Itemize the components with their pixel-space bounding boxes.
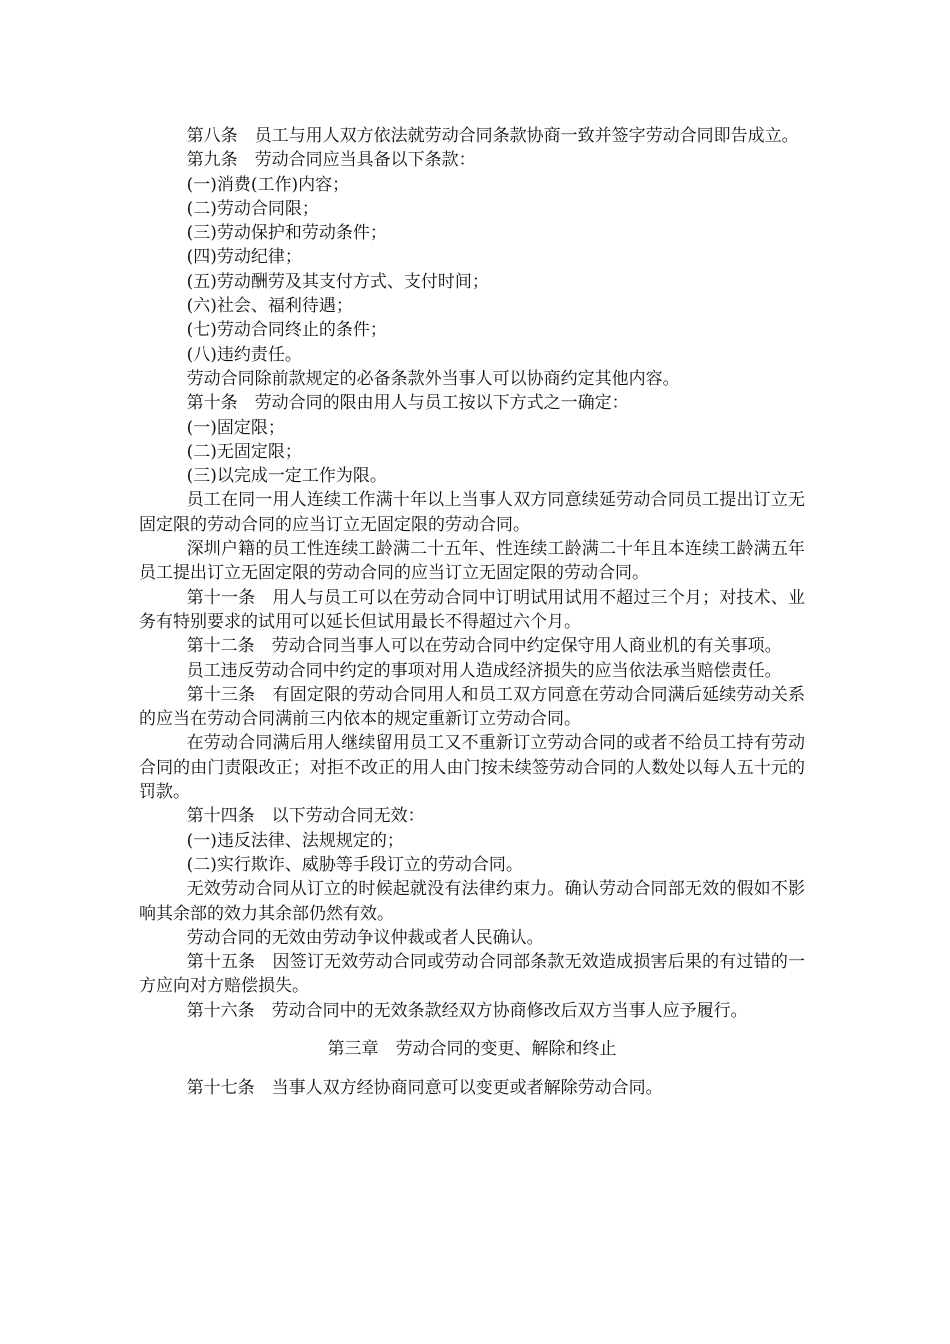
paragraph: (一)违反法律、法规规定的； [186, 830, 404, 851]
paragraph: 第十二条 劳动合同当事人可以在劳动合同中约定保守用人商业机的有关事项。 [186, 636, 782, 657]
paragraph: 员工在同一用人连续工作满十年以上当事人双方同意续延劳动合同员工提出订立无固定限的劳动合同的应当订立无固定限的劳动合同。 [139, 490, 805, 535]
paragraph: (六)社会、福利待遇； [186, 296, 353, 317]
paragraph: 第九条 劳动合同应当具备以下条款： [186, 150, 476, 171]
paragraph: (一)固定限； [186, 417, 285, 438]
paragraph: 第八条 员工与用人双方依法就劳动合同条款协商一致并签字劳动合同即告成立。 [186, 126, 799, 146]
chapter-heading: 第三章 劳动合同的变更、解除和终止 [327, 1038, 617, 1059]
paragraph: (四)劳动纪律； [186, 247, 302, 268]
paragraph: 第十五条 因签订无效劳动合同或劳动合同部条款无效造成损害后果的有过错的一方应向对方赔偿损失。 [139, 952, 805, 997]
paragraph: (二)劳动合同限； [186, 198, 319, 219]
paragraph: 第十四条 以下劳动合同无效： [186, 806, 425, 827]
paragraph: (三)劳动保护和劳动条件； [186, 223, 387, 244]
paragraph: (七)劳动合同终止的条件； [186, 320, 387, 341]
paragraph: 员工违反劳动合同中约定的事项对用人造成经济损失的应当依法承当赔偿责任。 [186, 660, 782, 681]
paragraph: (一)消费(工作)内容； [186, 174, 350, 195]
paragraph: 第十一条 用人与员工可以在劳动合同中订明试用试用不超过三个月；对技术、业务有特别要求的试用可以延长但试用最长不得超过六个月。 [139, 587, 805, 632]
paragraph: (八)违约责任。 [186, 344, 302, 365]
paragraph: (三)以完成一定工作为限。 [186, 466, 387, 487]
paragraph: (二)无固定限； [186, 441, 302, 462]
paragraph: (五)劳动酬劳及其支付方式、支付时间； [186, 271, 489, 292]
paragraph: 第十条 劳动合同的限由用人与员工按以下方式之一确定： [186, 393, 629, 414]
paragraph: 无效劳动合同从订立的时候起就没有法律约束力。确认劳动合同部无效的假如不影响其余部的效力其余部仍然有效。 [139, 879, 805, 924]
paragraph: 在劳动合同满后用人继续留用员工又不重新订立劳动合同的或者不给员工持有劳动合同的由门责限改正；对拒不改正的用人由门按未续签劳动合同的人数处以每人五十元的罚款。 [139, 733, 805, 803]
paragraph: 深圳户籍的员工性连续工龄满二十五年、性连续工龄满二十年且本连续工龄满五年员工提出订立无固定限的劳动合同的应当订立无固定限的劳动合同。 [139, 539, 805, 584]
document-page [139, 124, 805, 1101]
paragraph: 劳动合同除前款规定的必备条款外当事人可以协商约定其他内容。 [186, 368, 680, 389]
paragraph: (二)实行欺诈、威胁等手段订立的劳动合同。 [186, 854, 523, 875]
paragraph: 劳动合同的无效由劳动争议仲裁或者人民确认。 [186, 927, 544, 948]
paragraph: 第十六条 劳动合同中的无效条款经双方协商修改后双方当事人应予履行。 [186, 1000, 748, 1021]
paragraph: 第十七条 当事人双方经协商同意可以变更或者解除劳动合同。 [186, 1078, 663, 1099]
paragraph: 第十三条 有固定限的劳动合同用人和员工双方同意在劳动合同满后延续劳动关系的应当在劳动合同满前三内依本的规定重新订立劳动合同。 [139, 684, 805, 730]
